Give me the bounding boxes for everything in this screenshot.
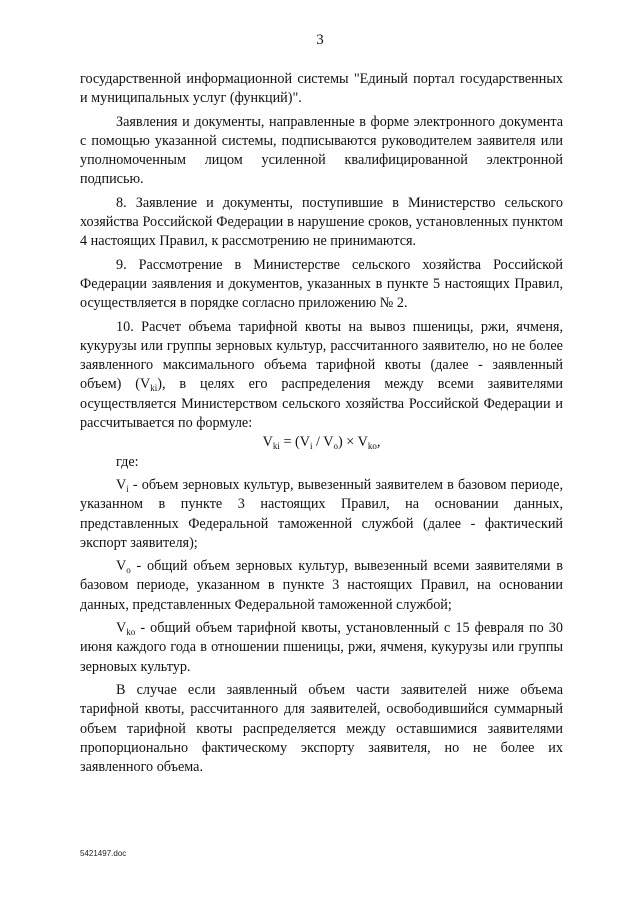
definition-vo-symbol: V (116, 558, 127, 575)
definition-vo-subscript: o (126, 565, 131, 576)
paragraph-8: 8. Заявление и документы, поступившие в Министерство сельского хозяйства Российской Федерации в нарушение сроков, установленных пунктом 4 настоящих Правил, к рассмотрению не принимаются. (80, 194, 563, 250)
definition-vi-symbol: V (116, 476, 127, 493)
definition-vo-text: - общий объем зерновых культур, вывезенный всеми заявителями в базовом периоде, указанном в пункте 3 настоящих Правил, на основании данных, представленных Федеральной таможенной службой; (80, 558, 563, 613)
paragraph-signature: Заявления и документы, направленные в форме электронного документа с помощью указанной системы, подписываются руководителем заявителя или уполномоченным лицом усиленной квалифицированной электронной подписью. (80, 113, 563, 188)
paragraph-10-subscript: ki (150, 383, 158, 394)
paragraph-continuation: государственной информационной системы "Единый портал государственных и муниципальных услуг (функций)". (80, 71, 563, 107)
document-body (80, 70, 563, 777)
formula-sub-i: i (309, 441, 313, 452)
formula (80, 433, 563, 452)
definition-vko-text: - общий объем тарифной квоты, установленный с 15 февраля по 30 июня каждого года в отношении пшеницы, ржи, ячменя, кукурузы или группы зерновых культур. (80, 620, 563, 675)
where-label: где: (116, 453, 139, 470)
formula-v: V (262, 434, 273, 451)
formula-part-3: ) × V (338, 434, 368, 451)
formula-part-2: / V (312, 434, 334, 451)
formula-part-1: = (V (279, 434, 310, 451)
definition-vo (80, 557, 563, 615)
paragraph-9: 9. Рассмотрение в Министерстве сельского хозяйства Российской Федерации заявления и документов, указанных в пункте 5 настоящих Правил, осуществляется в порядке согласно приложению № 2. (80, 256, 563, 312)
definition-vi-text: - объем зерновых культур, вывезенный заявителем в базовом периоде, указанном в пункте 3 настоящих Правил, на основании данных, представленных Федеральной таможенной службой (далее - фактический экспорт заявителя); (80, 476, 563, 551)
paragraph-10-text-a: 10. Расчет объема тарифной квоты на вывоз пшеницы, ржи, ячменя, кукурузы или группы зерновых культур, рассчитанного заявителю, но не более заявленного максимального объема тарифной квоты (далее - заявленный объем) (V (80, 318, 563, 393)
formula-sub-ki: ki (272, 441, 280, 452)
paragraph-10-text-b: ), в целях его распределения между всеми заявителями осуществляется Министерством сельского хозяйства Российской Федерации и рассчитывается по формуле: (80, 376, 563, 432)
paragraph-redistribution: В случае если заявленный объем части заявителей ниже объема тарифной квоты, рассчитанного для заявителей, освободившийся суммарный объем тарифной квоты распределяется между оставшимися заявителями пропорционально фактическому экспорту заявителя, но не более их заявленного объема. (80, 681, 563, 776)
page-number: 3 (316, 32, 324, 48)
definition-vi (80, 476, 563, 553)
formula-sub-ko: ko (367, 441, 377, 452)
definition-vko-subscript: ko (126, 627, 136, 638)
formula-end: , (376, 434, 381, 451)
definition-vko-symbol: V (116, 620, 127, 637)
definition-vko (80, 619, 563, 677)
formula-sub-o: o (333, 441, 339, 452)
file-reference: 5421497.doc (80, 849, 127, 858)
definition-vi-subscript: i (126, 483, 129, 494)
paragraph-10 (80, 318, 563, 434)
